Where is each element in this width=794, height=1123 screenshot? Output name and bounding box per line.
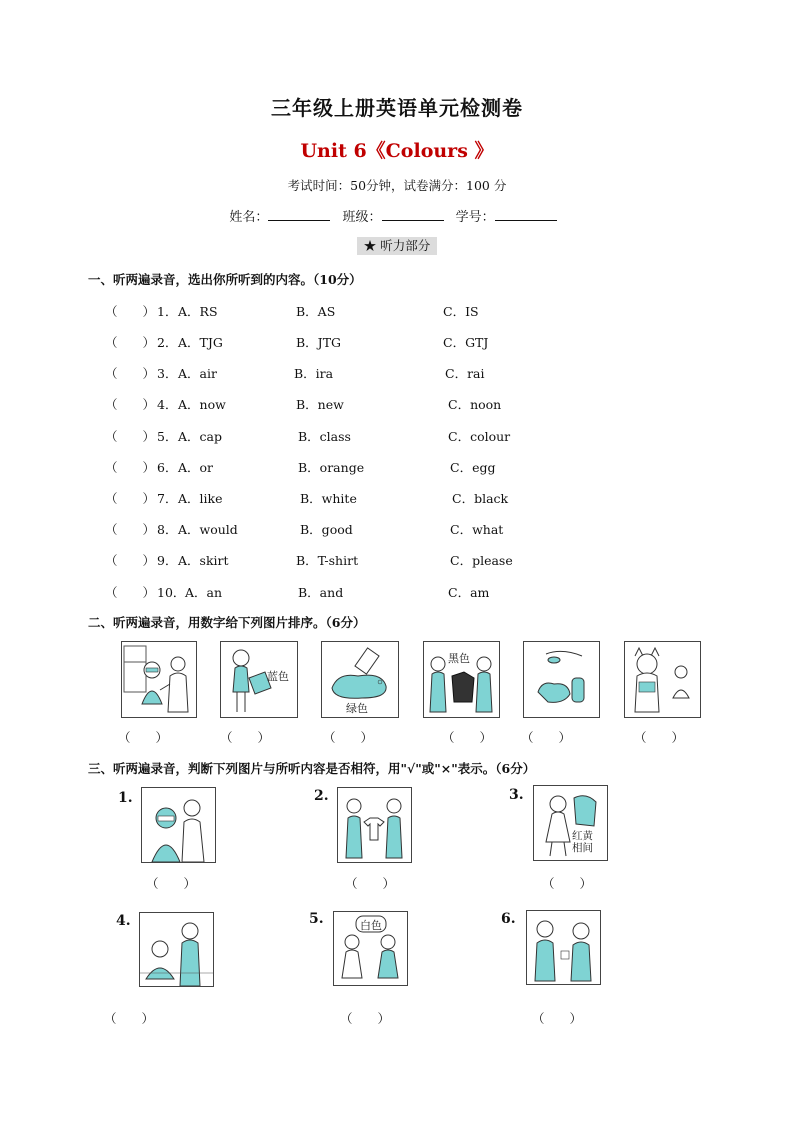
question-number: 4． xyxy=(157,397,178,412)
option-a: A．air xyxy=(178,366,217,381)
option-a: A．like xyxy=(178,491,223,506)
option-b: B．class xyxy=(298,429,351,444)
option-a: A．an xyxy=(185,585,223,600)
answer-paren[interactable]: （ ） xyxy=(220,730,271,745)
picture-color-label: 绿色 xyxy=(346,702,368,715)
picture-girl-red-yellow-dress xyxy=(533,785,608,861)
picture-black-jacket xyxy=(423,641,500,718)
option-a: A．skirt xyxy=(178,553,229,568)
answer-paren[interactable]: （ ） xyxy=(521,730,572,745)
option-b: B．JTG xyxy=(296,335,342,350)
picture-number: 2. xyxy=(314,788,329,804)
class-blank[interactable] xyxy=(382,208,444,221)
student-info-line xyxy=(0,206,794,225)
option-b: B．new xyxy=(296,397,344,412)
answer-paren[interactable]: （ ） xyxy=(105,491,156,506)
answer-paren[interactable]: （ ） xyxy=(105,522,156,537)
option-c: C．GTJ xyxy=(443,335,489,350)
option-b: B．ira xyxy=(294,366,334,381)
picture-number: 5. xyxy=(309,911,324,927)
option-c: C．IS xyxy=(443,304,479,319)
name-label: 姓名： xyxy=(229,210,269,225)
answer-paren[interactable]: （ ） xyxy=(105,585,156,600)
answer-paren[interactable]: （ ） xyxy=(104,1011,155,1026)
picture-girl-with-cap xyxy=(141,787,216,863)
option-a: A．or xyxy=(178,460,214,475)
answer-paren[interactable]: （ ） xyxy=(105,553,156,568)
option-a: A．cap xyxy=(178,429,222,444)
answer-paren[interactable]: （ ） xyxy=(105,304,156,319)
question-number: 10． xyxy=(157,585,186,600)
answer-paren[interactable]: （ ） xyxy=(105,460,156,475)
question-number: 9． xyxy=(157,553,178,568)
picture-number: 1. xyxy=(118,790,133,806)
question-number: 7． xyxy=(157,491,178,506)
section2-heading: 二、听两遍录音，用数字给下列图片排序。（6分） xyxy=(88,615,366,630)
picture-girl-with-glasses xyxy=(121,641,197,718)
answer-paren[interactable]: （ ） xyxy=(532,1011,583,1026)
option-c: C．noon xyxy=(448,397,502,412)
answer-paren[interactable]: （ ） xyxy=(118,730,169,745)
question-number: 2． xyxy=(157,335,178,350)
picture-number: 6. xyxy=(501,911,516,927)
option-a: A．TJG xyxy=(178,335,223,350)
section1-heading: 一、听两遍录音，选出你所听到的内容。（10分） xyxy=(88,272,362,287)
option-c: C．rai xyxy=(445,366,485,381)
picture-color-label: 白色 xyxy=(360,919,382,932)
picture-two-girls-white xyxy=(333,911,408,986)
answer-paren[interactable]: （ ） xyxy=(542,876,593,891)
option-c: C．egg xyxy=(450,460,496,475)
picture-number: 3. xyxy=(509,787,524,803)
option-b: B．good xyxy=(300,522,353,537)
option-b: B．and xyxy=(298,585,344,600)
question-number: 8． xyxy=(157,522,178,537)
question-number: 3． xyxy=(157,366,178,381)
option-b: B．AS xyxy=(296,304,336,319)
option-c: C．what xyxy=(450,522,504,537)
exam-info: 考试时间：50分钟，试卷满分：100 分 xyxy=(287,178,507,193)
option-c: C．colour xyxy=(448,429,511,444)
option-c: C．please xyxy=(450,553,513,568)
picture-color-label: 红黄相间 xyxy=(572,830,593,854)
option-b: B．white xyxy=(300,491,357,506)
question-number: 5． xyxy=(157,429,178,444)
answer-paren[interactable]: （ ） xyxy=(146,876,197,891)
option-b: B．T-shirt xyxy=(296,553,359,568)
answer-paren[interactable]: （ ） xyxy=(105,335,156,350)
answer-paren[interactable]: （ ） xyxy=(340,1011,391,1026)
id-blank[interactable] xyxy=(495,208,557,221)
id-label: 学号： xyxy=(455,210,495,225)
listening-section-label: ★ 听力部分 xyxy=(357,237,437,255)
answer-paren[interactable]: （ ） xyxy=(323,730,374,745)
picture-girl-sitting xyxy=(139,912,214,987)
option-b: B．orange xyxy=(298,460,365,475)
picture-number: 4. xyxy=(116,913,131,929)
unit-subtitle: Unit 6《Colours 》 xyxy=(300,140,494,162)
option-c: C．black xyxy=(452,491,509,506)
section3-heading: 三、听两遍录音，判断下列图片与所听内容是否相符，用"√"或"×"表示。（6分） xyxy=(88,761,536,776)
picture-color-label: 黑色 xyxy=(448,652,470,665)
picture-cat-and-mouse xyxy=(624,641,701,718)
picture-boys-tshirt xyxy=(337,787,412,863)
picture-girl-blue-bag xyxy=(220,641,298,718)
question-number: 6． xyxy=(157,460,178,475)
answer-paren[interactable]: （ ） xyxy=(105,366,156,381)
option-a: A．now xyxy=(178,397,226,412)
answer-paren[interactable]: （ ） xyxy=(345,876,396,891)
page-title: 三年级上册英语单元检测卷 xyxy=(271,96,523,120)
answer-paren[interactable]: （ ） xyxy=(105,397,156,412)
answer-paren[interactable]: （ ） xyxy=(442,730,493,745)
option-c: C．am xyxy=(448,585,490,600)
question-number: 1． xyxy=(157,304,178,319)
picture-color-label: 蓝色 xyxy=(267,670,289,683)
picture-green-paint xyxy=(321,641,399,718)
answer-paren[interactable]: （ ） xyxy=(105,429,156,444)
option-a: A．RS xyxy=(178,304,218,319)
name-blank[interactable] xyxy=(268,208,330,221)
picture-two-boys xyxy=(526,910,601,985)
picture-paint-cans xyxy=(523,641,600,718)
answer-paren[interactable]: （ ） xyxy=(634,730,685,745)
class-label: 班级： xyxy=(342,210,382,225)
option-a: A．would xyxy=(178,522,238,537)
